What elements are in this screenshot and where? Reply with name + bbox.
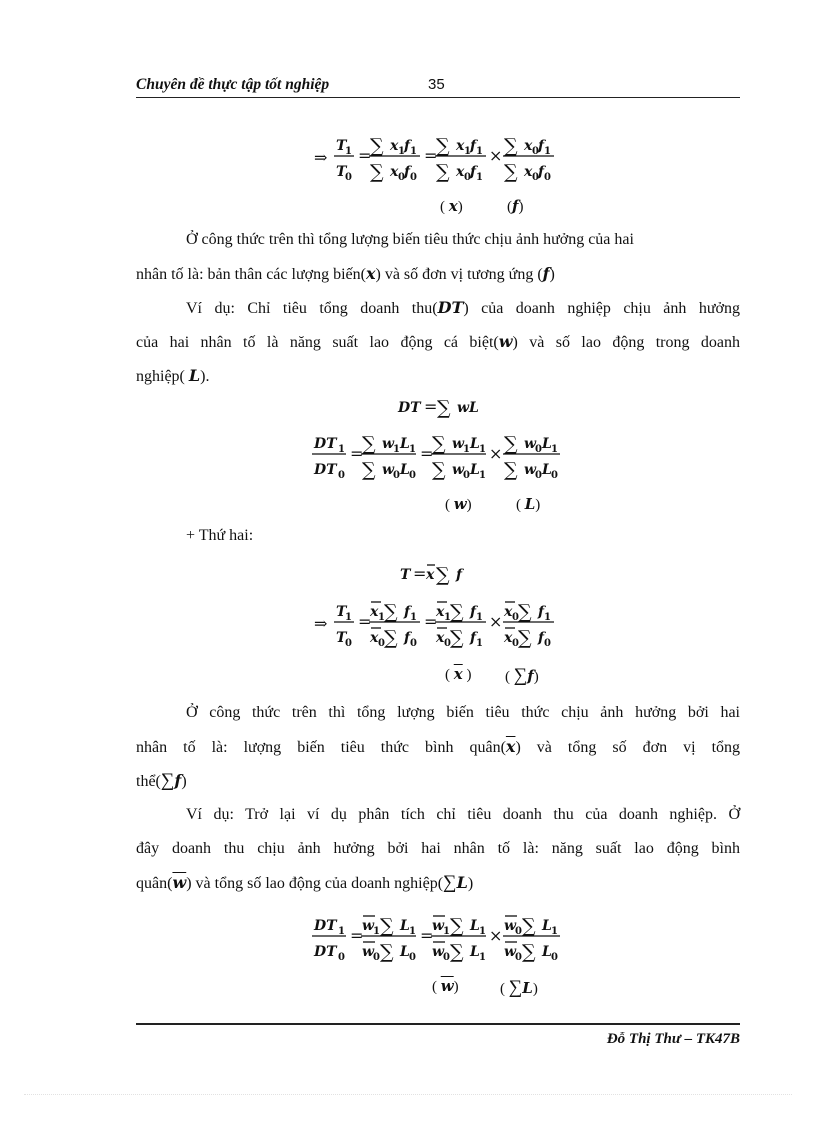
svg-text:1: 1 [409, 444, 416, 455]
svg-text:x: x [504, 604, 513, 620]
svg-text:=: = [424, 146, 438, 165]
svg-text:=: = [420, 444, 434, 463]
svg-text:1: 1 [410, 612, 417, 623]
footer-rule [136, 1023, 740, 1025]
svg-text:T: T [336, 164, 347, 180]
svg-text:1: 1 [476, 612, 483, 623]
svg-text:0: 0 [463, 470, 470, 481]
svg-text:0: 0 [443, 952, 450, 963]
svg-text:1: 1 [551, 926, 558, 937]
paragraph-3: Ví dụ: Chỉ tiêu tổng doanh thu(DT) của doanh nghiệp chịu ảnh hưởng [186, 298, 740, 317]
svg-text:T: T [336, 604, 347, 620]
svg-text:w: w [362, 944, 375, 960]
paragraph-8: thể(∑f) [136, 770, 187, 791]
svg-text:x: x [390, 164, 399, 180]
svg-text:=: = [350, 444, 364, 463]
svg-text:1: 1 [463, 444, 470, 455]
svg-text:∑: ∑ [436, 135, 450, 157]
svg-text:f: f [538, 164, 545, 180]
formula-2-label-L: ( L) [516, 495, 541, 513]
svg-text:x: x [370, 630, 379, 646]
svg-text:DT: DT [314, 462, 337, 478]
svg-text:0: 0 [464, 172, 471, 183]
svg-text:x: x [426, 567, 435, 583]
svg-text:∑: ∑ [450, 941, 464, 963]
svg-text:L: L [470, 918, 480, 934]
svg-text:w: w [504, 944, 517, 960]
section-plus-second: + Thứ hai: [186, 527, 254, 544]
paragraph-1: Ở công thức trên thì tổng lượng biến tiêu thức chịu ảnh hưởng của hai [186, 231, 634, 248]
paragraph-9: Ví dụ: Trở lại ví dụ phân tích chỉ tiêu doanh thu của doanh nghiệp. Ở [186, 806, 740, 823]
svg-text:w: w [524, 462, 537, 478]
svg-text:0: 0 [551, 470, 558, 481]
svg-text:∑: ∑ [518, 627, 532, 649]
svg-text:0: 0 [532, 146, 539, 157]
formula-4 [312, 910, 572, 966]
formula-4-label-wbar: ( $\overline{w}$) [432, 977, 459, 995]
svg-text:1: 1 [476, 638, 483, 649]
svg-text:1: 1 [373, 926, 380, 937]
page-number: 35 [428, 76, 445, 93]
formula-dt-definition [396, 393, 496, 419]
svg-text:1: 1 [345, 146, 352, 157]
svg-text:∑: ∑ [380, 915, 394, 937]
svg-text:x: x [436, 630, 445, 646]
svg-text:1: 1 [410, 146, 417, 157]
svg-text:f: f [404, 138, 411, 154]
svg-text:DT: DT [314, 944, 337, 960]
footer-author: Đỗ Thị Thư – TK47B [606, 1031, 740, 1047]
svg-text:1: 1 [479, 444, 486, 455]
svg-text:0: 0 [410, 172, 417, 183]
svg-text:0: 0 [338, 470, 345, 481]
svg-text:T: T [336, 138, 347, 154]
svg-text:L: L [469, 400, 479, 416]
svg-text:0: 0 [532, 172, 539, 183]
svg-text:0: 0 [338, 952, 345, 963]
svg-text:f: f [456, 567, 463, 583]
formula-1 [312, 130, 572, 186]
svg-text:∑: ∑ [504, 459, 518, 481]
svg-text:L: L [470, 462, 480, 478]
svg-text:0: 0 [512, 638, 519, 649]
svg-text:L: L [400, 436, 410, 452]
svg-text:w: w [457, 400, 470, 416]
svg-text:=: = [358, 146, 372, 165]
svg-text:=: = [358, 612, 372, 631]
svg-text:0: 0 [393, 470, 400, 481]
header-title: Chuyên đề thực tập tốt nghiệp [136, 76, 330, 93]
svg-text:w: w [432, 918, 445, 934]
svg-text:∑: ∑ [504, 161, 518, 183]
svg-text:∑: ∑ [450, 627, 464, 649]
svg-text:L: L [400, 918, 410, 934]
svg-text:w: w [524, 436, 537, 452]
svg-text:0: 0 [398, 172, 405, 183]
svg-text:x: x [524, 138, 533, 154]
svg-text:⇒: ⇒ [314, 614, 328, 633]
svg-text:1: 1 [338, 926, 345, 937]
svg-text:×: × [489, 612, 503, 631]
formula-2-label-w: ( w) [445, 495, 472, 513]
svg-text:∑: ∑ [432, 459, 446, 481]
paragraph-5: nghiệp( L). [136, 366, 210, 385]
svg-text:∑: ∑ [432, 433, 446, 455]
svg-text:1: 1 [398, 146, 405, 157]
svg-text:x: x [456, 164, 465, 180]
page-bottom-dotted-border [24, 1094, 792, 1095]
svg-text:×: × [489, 926, 503, 945]
svg-text:∑: ∑ [384, 601, 398, 623]
svg-text:∑: ∑ [522, 941, 536, 963]
svg-text:1: 1 [338, 444, 345, 455]
svg-text:w: w [382, 462, 395, 478]
svg-text:=: = [424, 612, 438, 631]
svg-text:1: 1 [409, 926, 416, 937]
svg-text:x: x [504, 630, 513, 646]
svg-text:0: 0 [515, 926, 522, 937]
svg-text:0: 0 [515, 952, 522, 963]
svg-text:x: x [524, 164, 533, 180]
svg-text:L: L [470, 436, 480, 452]
formula-2 [312, 428, 572, 484]
paragraph-10: đây doanh thu chịu ảnh hưởng bởi hai nhân tố là: năng suất lao động bình [136, 840, 740, 857]
svg-text:1: 1 [444, 612, 451, 623]
paragraph-4: của hai nhân tố là năng suất lao động cá biệt(w) và số lao động trong doanh [136, 332, 741, 351]
formula-3-label-sumf: ( ∑f) [505, 665, 539, 686]
svg-text:0: 0 [345, 172, 352, 183]
svg-text:T: T [400, 567, 411, 583]
svg-text:f: f [470, 138, 477, 154]
svg-text:0: 0 [345, 638, 352, 649]
svg-text:0: 0 [544, 638, 551, 649]
svg-text:f: f [404, 630, 411, 646]
paragraph-2: nhân tố là: bản thân các lượng biến(x) và số đơn vị tương ứng (f) [136, 264, 555, 283]
svg-text:∑: ∑ [437, 397, 451, 419]
svg-text:L: L [542, 436, 552, 452]
svg-text:T: T [336, 630, 347, 646]
svg-text:=: = [424, 397, 438, 416]
formula-3-label-xbar: ( $\overline{x}$ ) [445, 665, 472, 683]
svg-text:1: 1 [476, 172, 483, 183]
svg-text:∑: ∑ [384, 627, 398, 649]
formula-4-label-sumL: ( ∑L) [500, 977, 538, 998]
svg-text:f: f [538, 630, 545, 646]
svg-text:w: w [504, 918, 517, 934]
header-rule [136, 97, 740, 98]
svg-text:1: 1 [393, 444, 400, 455]
svg-text:DT: DT [398, 400, 421, 416]
svg-text:0: 0 [544, 172, 551, 183]
svg-text:∑: ∑ [522, 915, 536, 937]
svg-text:0: 0 [551, 952, 558, 963]
svg-text:f: f [538, 138, 545, 154]
svg-text:0: 0 [409, 470, 416, 481]
svg-text:1: 1 [443, 926, 450, 937]
svg-text:f: f [404, 164, 411, 180]
svg-text:f: f [538, 604, 545, 620]
svg-text:DT: DT [314, 918, 337, 934]
svg-text:0: 0 [444, 638, 451, 649]
svg-text:L: L [470, 944, 480, 960]
svg-text:0: 0 [535, 444, 542, 455]
svg-text:1: 1 [464, 146, 471, 157]
svg-text:1: 1 [551, 444, 558, 455]
svg-text:∑: ∑ [504, 433, 518, 455]
svg-text:0: 0 [373, 952, 380, 963]
svg-text:f: f [404, 604, 411, 620]
svg-text:1: 1 [476, 146, 483, 157]
svg-text:w: w [432, 944, 445, 960]
svg-text:DT: DT [314, 436, 337, 452]
svg-text:L: L [400, 462, 410, 478]
svg-text:1: 1 [479, 926, 486, 937]
svg-text:x: x [370, 604, 379, 620]
svg-text:0: 0 [410, 638, 417, 649]
formula-1-label-f: (f) [507, 197, 524, 215]
svg-text:1: 1 [378, 612, 385, 623]
svg-text:f: f [470, 164, 477, 180]
svg-text:L: L [542, 944, 552, 960]
paragraph-11: $quân(\overline{w})$ và tổng số lao động của doanh nghiệp(∑L) [136, 872, 474, 893]
svg-text:∑: ∑ [370, 161, 384, 183]
svg-text:0: 0 [378, 638, 385, 649]
svg-text:∑: ∑ [380, 941, 394, 963]
svg-text:∑: ∑ [362, 433, 376, 455]
svg-text:x: x [390, 138, 399, 154]
svg-text:0: 0 [409, 952, 416, 963]
svg-text:⇒: ⇒ [314, 148, 328, 167]
svg-text:∑: ∑ [370, 135, 384, 157]
svg-text:×: × [489, 444, 503, 463]
formula-3 [312, 596, 572, 652]
svg-text:∑: ∑ [518, 601, 532, 623]
svg-text:L: L [542, 462, 552, 478]
svg-text:x: x [456, 138, 465, 154]
svg-text:w: w [382, 436, 395, 452]
paragraph-7: nhân tố là: lượng biến tiêu thức bình $quân(\overline{x})$ và tổng số đơn vị tổng [136, 737, 741, 756]
paragraph-6: Ở công thức trên thì tổng lượng biến tiêu thức chịu ảnh hưởng bởi hai [186, 704, 740, 721]
svg-text:∑: ∑ [362, 459, 376, 481]
svg-text:∑: ∑ [450, 915, 464, 937]
svg-text:w: w [362, 918, 375, 934]
svg-text:w: w [452, 462, 465, 478]
svg-text:L: L [400, 944, 410, 960]
svg-text:f: f [470, 604, 477, 620]
svg-text:0: 0 [512, 612, 519, 623]
svg-text:x: x [436, 604, 445, 620]
svg-text:w: w [452, 436, 465, 452]
formula-t-definition [398, 558, 488, 586]
svg-text:f: f [470, 630, 477, 646]
svg-text:∑: ∑ [450, 601, 464, 623]
svg-text:∑: ∑ [436, 564, 450, 586]
svg-text:1: 1 [479, 470, 486, 481]
svg-text:∑: ∑ [504, 135, 518, 157]
svg-text:1: 1 [544, 612, 551, 623]
svg-text:=: = [350, 926, 364, 945]
svg-text:∑: ∑ [436, 161, 450, 183]
svg-text:1: 1 [544, 146, 551, 157]
svg-text:=: = [420, 926, 434, 945]
svg-text:=: = [413, 564, 427, 583]
svg-text:1: 1 [479, 952, 486, 963]
svg-text:1: 1 [345, 612, 352, 623]
svg-text:×: × [489, 146, 503, 165]
svg-text:L: L [542, 918, 552, 934]
svg-text:0: 0 [535, 470, 542, 481]
formula-1-label-x: ( x) [440, 197, 463, 215]
